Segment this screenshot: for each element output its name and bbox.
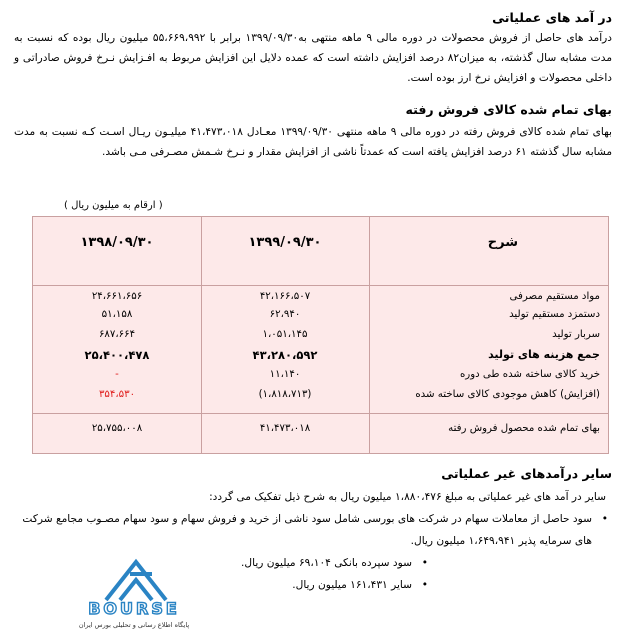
section-title-operating-revenue: در آمد های عملیاتی [492,10,612,25]
row-value-1399-total: ۴۳،۲۸۰،۵۹۲ [252,348,318,362]
paragraph-cogs: بهای تمام شده کالای فروش رفته در دوره مالی ۹ ماهه منتهی ۱۳۹۹/۰۹/۳۰ معـادل ۴۱،۴۷۳،۰۱۸ میلیـون ریـال اسـت کـه نسبت به مدت مشابه سال گذشته ۶۱ درصد افزایش یافته است که عمدتاً ناشی از افزایش مقدار و نـرخ شـمش مصـرفی مـی باشد. [14,126,612,158]
row-value-1399: ۴۲،۱۶۶،۵۰۷ [259,291,311,302]
bourse-logo-mark [36,554,232,630]
row-value-1399: ۶۲،۹۴۰ [269,309,301,320]
row-desc: (افزایش) کاهش موجودی کالای ساخته شده [415,389,600,400]
row-desc-total: جمع هزینه های تولید [488,348,600,361]
section-title-cogs: بهای تمام شده کالای فروش رفته [405,102,612,117]
row-desc: سربار تولید [552,329,600,340]
row-value-1399: ۱،۰۵۱،۱۴۵ [262,329,308,340]
row-value-1398: - [115,369,119,380]
row-value-1398-total: ۲۵،۴۰۰،۴۷۸ [84,348,150,362]
svg-text:پایگاه اطلاع رسانی و تحلیلی بو: پایگاه اطلاع رسانی و تحلیلی بورس ایران [78,621,190,629]
header-1398: ۱۳۹۸/۰۹/۳۰ [80,235,154,250]
bourse-logo [36,554,232,630]
row-value-1399-final: ۴۱،۴۷۳،۰۱۸ [259,423,311,434]
row-value-1398: ۶۸۷،۶۶۴ [98,329,136,340]
list-item: • سود حاصل از معاملات سهام در شرکت های بورسی شامل سود ناشی از خرید و فروش سهام و سود سهام مصـوب مجامع شرکت های سرمایه پذیر ۱،۶۴۹،۹۴۱ میلیون ریال. [22,513,608,547]
row-desc: خرید کالای ساخته شده طی دوره [459,369,600,380]
row-value-1398-final: ۲۵،۷۵۵،۰۰۸ [91,423,143,434]
row-value-1398: ۳۵۴،۵۳۰ [98,389,136,400]
row-value-1398: ۵۱،۱۵۸ [101,309,133,320]
row-desc: دستمزد مستقیم تولید [509,309,600,320]
list-item: • سایر ۱۶۱،۴۳۱ میلیون ریال. [292,579,428,591]
row-value-1399: ۱۱،۱۴۰ [269,369,301,380]
list-item: • سود سپرده بانکی ۶۹،۱۰۴ میلیون ریال. [241,557,428,569]
row-desc-final: بهای تمام شده محصول فروش رفته [448,423,600,434]
header-1399: ۱۳۹۹/۰۹/۳۰ [248,235,322,250]
row-value-1399: (۱،۸۱۸،۷۱۳) [258,389,312,400]
unit-note: ( ارقام به میلیون ریال ) [64,200,163,211]
non-operating-intro: سایر در آمد های غیر عملیاتی به مبلغ ۱،۸۸۰،۴۷۶ میلیون ریال به شرح ذیل تفکیک می گردد: [209,491,606,503]
section-title-non-operating: سایر درآمدهای غیر عملیاتی [441,466,612,481]
row-desc: مواد مستقیم مصرفی [509,291,600,302]
cogs-table [32,216,609,454]
row-value-1398: ۲۴،۶۶۱،۶۵۶ [91,291,143,302]
paragraph-operating-revenue: درآمد های حاصل از فروش محصولات در دوره مالی ۹ ماهه منتهی به۱۳۹۹/۰۹/۳۰ برابر با ۵۵،۶۶۹،۹۹۲ میلیون ریال بوده که نسبت به مدت مشابه سال گذشته، به میزان۸۲ درصد افزایش داشته است که عمده دلایل این افزایش مربوط به افـزایش نـرخ فروش صادراتی و داخلی محصولات و افزایش نرخ ارز بوده است. [14,32,613,84]
svg-text:BOURSE: BOURSE [88,599,180,618]
header-description: شرح [487,235,518,250]
